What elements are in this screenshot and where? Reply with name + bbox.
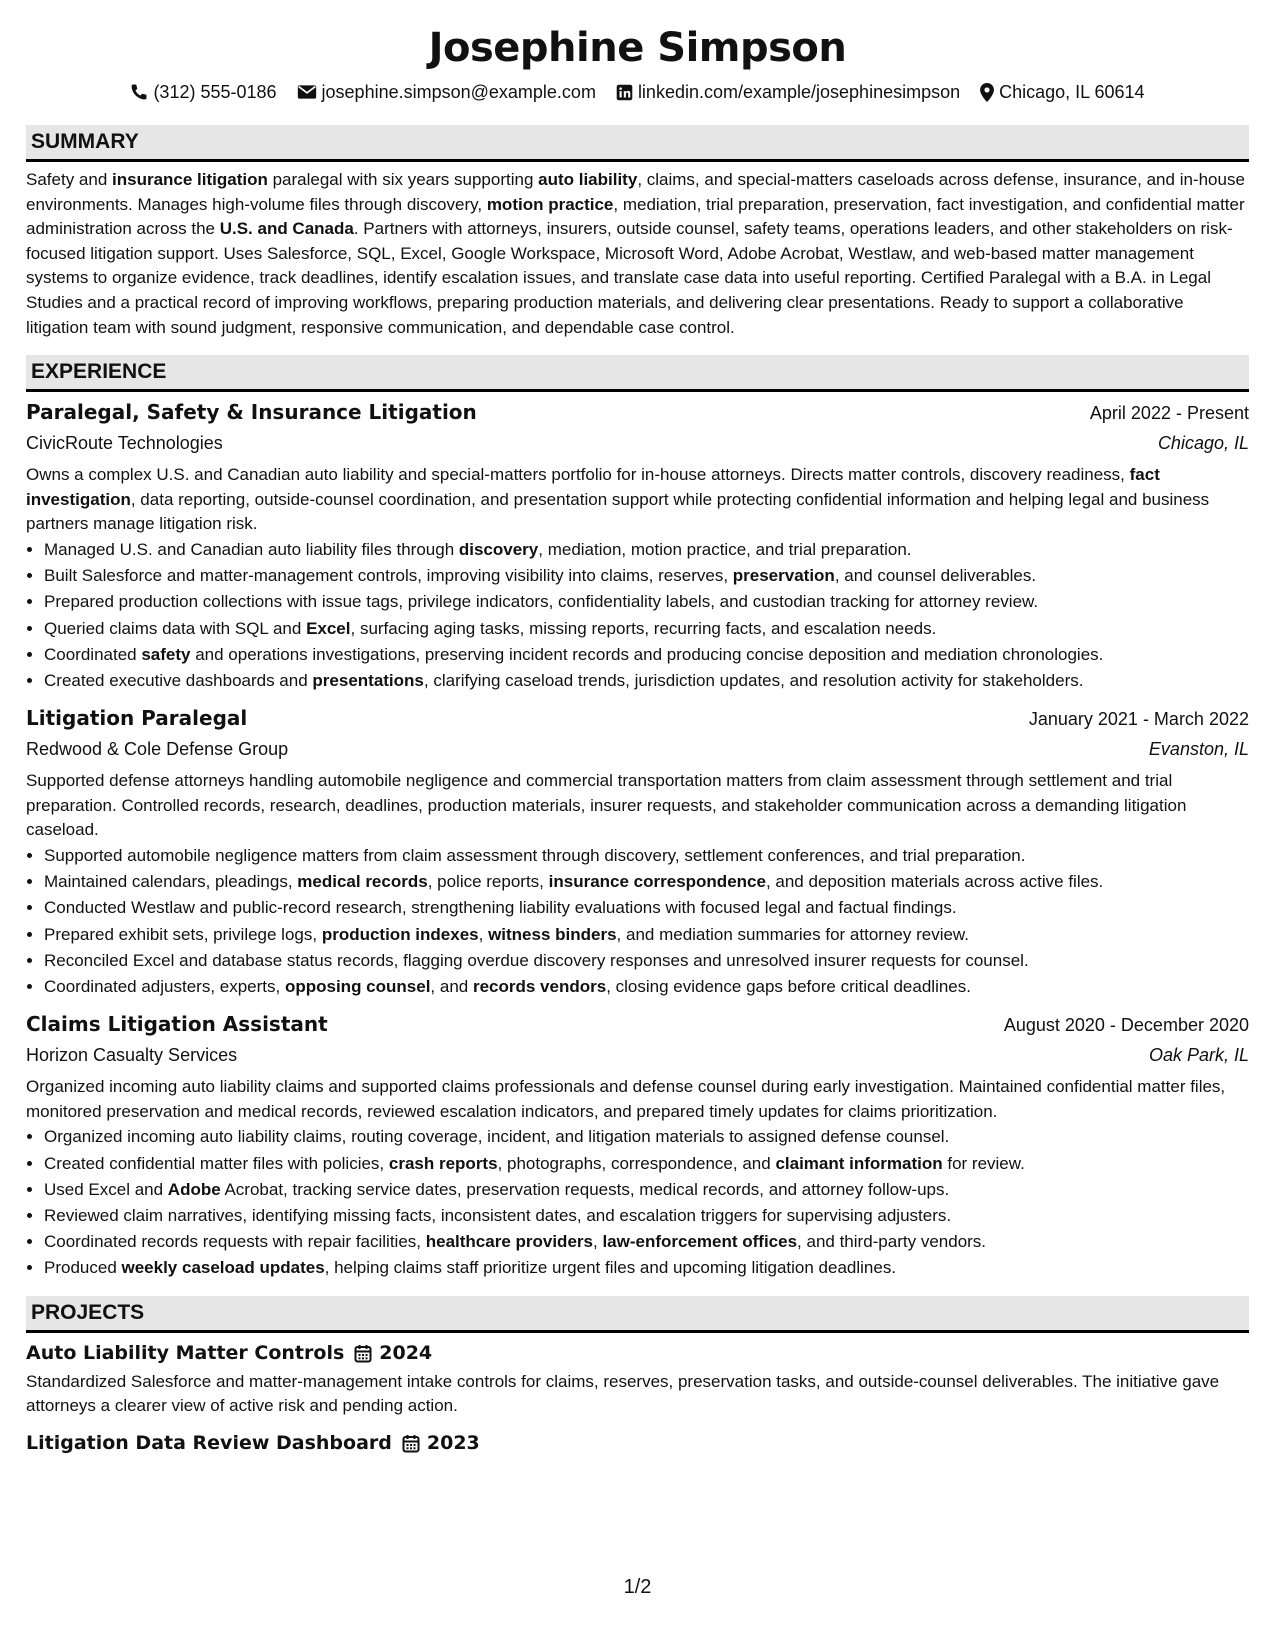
company-name: Redwood & Cole Defense Group: [26, 739, 289, 760]
text-run: Coordinated records requests with repair facilities,: [44, 1232, 426, 1252]
text-run: Reviewed claim narratives, identifying missing facts, inconsistent dates, and escalation triggers for supervising adjusters.: [44, 1205, 952, 1225]
text-run: . Partners with attorneys, insurers, outside counsel, safety teams, operations leaders, and other stakeholders on risk-focused litigation support. Uses Salesforce, SQL, Excel, Google Workspace, Microsoft Word, Adobe Acrobat, Westlaw, and web-based matter management systems to organize evidence, track deadlines, identify escalation issues, and translate case data into useful reporting. Certified Paralegal with a B.A. in Legal Studies and a practical record of improving workflows, preparing production materials, and delivering clear presentations. Ready to support a collaborative litigation team with sound judgment, responsive communication, and dependable case control.: [26, 219, 1233, 337]
map-pin-icon: [980, 83, 994, 102]
bold-keyword: Adobe: [167, 1179, 221, 1199]
bold-keyword: weekly caseload updates: [121, 1258, 325, 1278]
text-run: , closing evidence gaps before critical deadlines.: [606, 976, 971, 996]
company-name: CivicRoute Technologies: [26, 433, 223, 454]
bold-keyword: discovery: [458, 539, 539, 559]
project-year: [402, 1432, 480, 1454]
text-run: for review.: [942, 1153, 1025, 1173]
project-description: Standardized Salesforce and matter-management intake controls for claims, reserves, preservation tasks, and outside-counsel deliverables. The initiative gave attorneys a clearer view of active risk and pending action.: [26, 1371, 1220, 1416]
text-run: Prepared production collections with issue tags, privilege indicators, confidentiality labels, and custodian tracking for attorney review.: [44, 592, 1039, 612]
text-run: Coordinated adjusters, experts,: [44, 976, 285, 996]
bullet-item: [44, 563, 1249, 589]
text-run: , clarifying caseload trends, jurisdiction updates, and resolution activity for stakeholders.: [423, 670, 1084, 690]
text-run: Used Excel and: [44, 1179, 168, 1199]
candidate-name: Josephine Simpson: [428, 25, 847, 71]
job-title-row: [26, 1010, 1249, 1040]
job-location: Chicago, IL: [1157, 433, 1249, 454]
job-company-row: [26, 734, 1249, 765]
bold-keyword: healthcare providers: [425, 1232, 593, 1252]
contact-location-text: Chicago, IL 60614: [999, 82, 1145, 102]
text-run: , surfacing aging tasks, missing reports, recurring facts, and escalation needs.: [350, 618, 937, 638]
contact-phone: [130, 80, 276, 104]
job-description: [26, 1075, 1249, 1124]
bullet-item: [44, 922, 1249, 948]
project-title-row: [26, 1429, 1249, 1458]
company-name: Horizon Casualty Services: [26, 1045, 238, 1066]
contact-phone-text: (312) 555-0186: [153, 82, 277, 102]
summary-heading: SUMMARY: [26, 125, 1249, 162]
bold-keyword: crash reports: [388, 1153, 498, 1173]
job-title: Litigation Paralegal: [26, 706, 248, 731]
bullet-item: [44, 668, 1249, 694]
job-description: [26, 463, 1249, 537]
project-year-text: 2023: [426, 1432, 480, 1455]
job-bullets: [26, 537, 1249, 694]
bullet-item: [44, 1151, 1249, 1177]
job-entry: [26, 704, 1249, 1000]
bullet-item: [44, 1229, 1249, 1255]
text-run: Owns a complex U.S. and Canadian auto liability and special-matters portfolio for in-house attorneys. Directs matter controls, discovery readiness,: [26, 465, 1130, 485]
job-dates: April 2022 - Present: [1089, 403, 1249, 424]
bullet-item: [44, 537, 1249, 563]
bold-keyword: claimant information: [775, 1153, 943, 1173]
project-year-text: 2024: [379, 1342, 433, 1365]
job-dates: January 2021 - March 2022: [1028, 709, 1249, 730]
job-entry: [26, 398, 1249, 694]
job-location: Evanston, IL: [1148, 739, 1249, 760]
bold-keyword: production indexes: [321, 924, 479, 944]
text-run: , police reports,: [427, 872, 549, 892]
text-run: , helping claims staff prioritize urgent files and upcoming litigation deadlines.: [324, 1258, 897, 1278]
text-run: , mediation, trial preparation, preservation, fact investigation, and confidential matter administration across the: [26, 194, 1245, 239]
bullet-item: [44, 869, 1249, 895]
bold-keyword: fact investigation: [26, 465, 1160, 509]
bullet-item: [44, 642, 1249, 668]
bold-keyword: medical records: [297, 872, 428, 892]
bullet-item: [44, 948, 1249, 974]
contact-bar: [26, 80, 1249, 104]
bullet-item: [44, 1177, 1249, 1203]
text-run: Managed U.S. and Canadian auto liability files through: [44, 539, 459, 559]
text-run: , and: [430, 976, 473, 996]
bold-keyword: U.S. and Canada: [219, 219, 354, 239]
text-run: Queried claims data with SQL and: [44, 618, 307, 638]
text-run: Conducted Westlaw and public-record research, strengthening liability evaluations with focused legal and factual findings.: [44, 898, 957, 918]
bullet-item: [44, 1255, 1249, 1281]
project-entry: [26, 1339, 1249, 1419]
job-description: [26, 769, 1249, 843]
text-run: Organized incoming auto liability claims, routing coverage, incident, and litigation materials to assigned defense counsel.: [44, 1127, 950, 1147]
job-title: Paralegal, Safety & Insurance Litigation: [26, 400, 477, 425]
text-run: Safety and: [26, 170, 113, 189]
contact-email-text[interactable]: josephine.simpson@example.com: [321, 82, 596, 102]
bullet-item: [44, 1124, 1249, 1150]
envelope-icon: [297, 84, 317, 100]
text-run: ,: [478, 924, 489, 944]
text-run: Created executive dashboards and: [44, 670, 313, 690]
experience-list: [26, 398, 1249, 1281]
bold-keyword: presentations: [312, 670, 424, 690]
text-run: , and third-party vendors.: [797, 1232, 987, 1252]
phone-icon: [130, 83, 148, 101]
linkedin-icon: [616, 84, 633, 101]
summary-text: [26, 168, 1249, 340]
text-run: Maintained calendars, pleadings,: [44, 872, 298, 892]
bullet-item: [44, 843, 1249, 869]
text-run: paralegal with six years supporting: [267, 170, 539, 189]
project-year: [354, 1342, 432, 1364]
contact-linkedin-text[interactable]: linkedin.com/example/josephinesimpson: [637, 82, 961, 102]
text-run: , data reporting, outside-counsel coordination, and presentation support while protecting confidential information and helping legal and business partners manage litigation risk.: [26, 489, 1210, 534]
text-run: , mediation, motion practice, and trial preparation.: [538, 539, 912, 559]
job-entry: [26, 1010, 1249, 1281]
text-run: , photographs, correspondence, and: [497, 1153, 776, 1173]
contact-location: [980, 80, 1144, 104]
text-run: Created confidential matter files with policies,: [44, 1153, 389, 1173]
job-title: Claims Litigation Assistant: [26, 1012, 328, 1037]
project-title: Litigation Data Review Dashboard: [26, 1431, 392, 1454]
text-run: ,: [592, 1232, 603, 1252]
experience-heading: EXPERIENCE: [26, 355, 1249, 392]
bullet-item: [44, 589, 1249, 615]
job-company-row: [26, 1040, 1249, 1071]
text-run: Coordinated: [44, 644, 142, 664]
bullet-item: [44, 974, 1249, 1000]
projects-list: [26, 1339, 1249, 1458]
projects-heading: PROJECTS: [26, 1296, 1249, 1333]
contact-linkedin[interactable]: [616, 80, 960, 104]
project-title: Auto Liability Matter Controls: [26, 1341, 345, 1364]
project-title-row: [26, 1339, 1249, 1368]
text-run: , and counsel deliverables.: [834, 566, 1037, 586]
bold-keyword: insurance correspondence: [548, 872, 766, 892]
text-run: Acrobat, tracking service dates, preservation requests, medical records, and attorney follow-ups.: [220, 1179, 950, 1199]
page-number: 1/2: [623, 1576, 652, 1598]
text-run: , and mediation summaries for attorney review.: [616, 924, 969, 944]
job-company-row: [26, 428, 1249, 459]
text-run: Prepared exhibit sets, privilege logs,: [44, 924, 322, 944]
text-run: Reconciled Excel and database status records, flagging overdue discovery responses and unresolved insurer requests for counsel.: [44, 950, 1029, 970]
bullet-item: [44, 1203, 1249, 1229]
bold-keyword: preservation: [732, 566, 835, 586]
text-run: , claims, and special-matters caseloads across defense, insurance, and in-house environments. Manages high-volume files through discovery,: [26, 170, 1245, 214]
text-run: , and deposition materials across active files.: [765, 872, 1104, 892]
resume-content: [26, 20, 1249, 1458]
bold-keyword: insurance litigation: [112, 170, 268, 189]
text-run: and operations investigations, preserving incident records and producing concise deposition and mediation chronologies.: [190, 644, 1104, 664]
job-dates: August 2020 - December 2020: [1003, 1015, 1249, 1036]
project-entry: [26, 1429, 1249, 1458]
calendar-icon: [402, 1434, 420, 1453]
text-run: Produced: [44, 1258, 122, 1278]
job-title-row: [26, 704, 1249, 734]
calendar-icon: [354, 1344, 372, 1363]
bold-keyword: Excel: [306, 618, 351, 638]
bold-keyword: motion practice: [486, 194, 614, 214]
text-run: Supported defense attorneys handling automobile negligence and commercial transportation matters from claim assessment through settlement and trial preparation. Controlled records, research, deadlines, production materials, insurer requests, and stakeholder communication across a demanding litigation caseload.: [26, 771, 1187, 840]
bold-keyword: witness binders: [488, 924, 617, 944]
job-title-row: [26, 398, 1249, 428]
contact-email[interactable]: [297, 80, 596, 104]
bold-keyword: auto liability: [538, 170, 638, 189]
bullet-item: [44, 895, 1249, 921]
bold-keyword: records vendors: [472, 976, 607, 996]
text-run: Supported automobile negligence matters from claim assessment through discovery, settlement conferences, and trial preparation.: [44, 845, 1026, 865]
bullet-item: [44, 616, 1249, 642]
bold-keyword: safety: [141, 644, 191, 664]
text-run: Built Salesforce and matter-management controls, improving visibility into claims, reserves,: [44, 566, 733, 586]
bold-keyword: law-enforcement offices: [602, 1232, 798, 1252]
job-location: Oak Park, IL: [1148, 1045, 1249, 1066]
bold-keyword: opposing counsel: [284, 976, 431, 996]
text-run: Organized incoming auto liability claims and supported claims professionals and defense counsel during early investigation. Maintained confidential matter files, monitored preservation and medical records, reviewed escalation indicators, and prepared timely updates for claims prioritization.: [26, 1077, 1226, 1121]
job-bullets: [26, 1124, 1249, 1281]
job-bullets: [26, 843, 1249, 1000]
